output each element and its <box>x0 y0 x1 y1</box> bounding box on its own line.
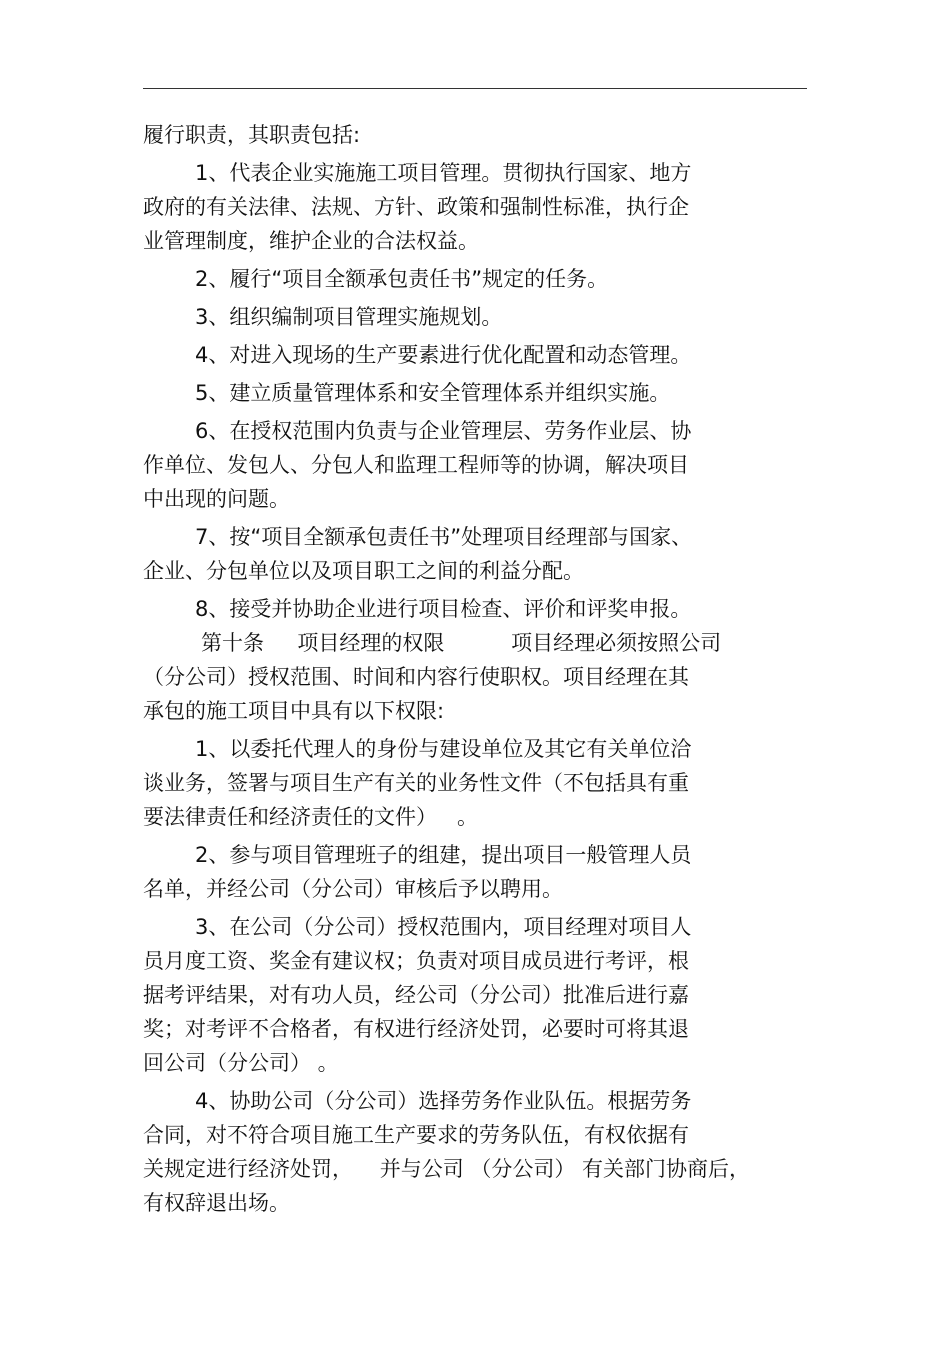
text-line: 5、建立质量管理体系和安全管理体系并组织实施。 <box>195 381 671 405</box>
text-line: 8、接受并协助企业进行项目检查、评价和评奖申报。 <box>195 597 692 621</box>
text-line: 中出现的问题。 <box>143 487 290 511</box>
text-line: 4、协助公司（分公司）选择劳务作业队伍。根据劳务 <box>195 1089 692 1113</box>
text-line: 6、在授权范围内负责与企业管理层、劳务作业层、协 <box>195 419 692 443</box>
text-line: 1、以委托代理人的身份与建设单位及其它有关单位洽 <box>195 737 692 761</box>
text-line: 作单位、发包人、分包人和监理工程师等的协调，解决项目 <box>143 453 689 477</box>
text-line: 回公司（分公司） 。 <box>143 1051 339 1075</box>
text-line: 1、代表企业实施施工项目管理。贯彻执行国家、地方 <box>195 161 692 185</box>
text-line: 7、按“项目全额承包责任书”处理项目经理部与国家、 <box>195 525 693 549</box>
text-line: 3、在公司（分公司）授权范围内，项目经理对项目人 <box>195 915 692 939</box>
text-line: 谈业务，签署与项目生产有关的业务性文件（不包括具有重 <box>143 771 689 795</box>
text-line: 3、组织编制项目管理实施规划。 <box>195 305 503 329</box>
text-line: 履行职责，其职责包括: <box>143 123 361 147</box>
text-line: 2、履行“项目全额承包责任书”规定的任务。 <box>195 267 609 291</box>
text-line: 政府的有关法律、法规、方针、政策和强制性标准，执行企 <box>143 195 689 219</box>
text-line: （分公司）授权范围、时间和内容行使职权。项目经理在其 <box>143 665 689 689</box>
text-line: 2、参与项目管理班子的组建，提出项目一般管理人员 <box>195 843 692 867</box>
text-line: 据考评结果，对有功人员，经公司（分公司）批准后进行嘉 <box>143 983 689 1007</box>
text-line: 名单，并经公司（分公司）审核后予以聘用。 <box>143 877 563 901</box>
text-line: 第十条 项目经理的权限 项目经理必须按照公司 <box>201 631 722 655</box>
text-line: 有权辞退出场。 <box>143 1191 290 1215</box>
text-line: 4、对进入现场的生产要素进行优化配置和动态管理。 <box>195 343 692 367</box>
header-rule <box>143 88 807 89</box>
text-line: 关规定进行经济处罚， 并与公司 （分公司） 有关部门协商后， <box>143 1157 751 1181</box>
text-line: 员月度工资、奖金有建议权；负责对项目成员进行考评，根 <box>143 949 689 973</box>
text-line: 承包的施工项目中具有以下权限: <box>143 699 445 723</box>
text-line: 企业、分包单位以及项目职工之间的利益分配。 <box>143 559 584 583</box>
text-line: 业管理制度，维护企业的合法权益。 <box>143 229 479 253</box>
text-line: 合同，对不符合项目施工生产要求的劳务队伍，有权依据有 <box>143 1123 689 1147</box>
document-body <box>143 118 793 1220</box>
text-line: 要法律责任和经济责任的文件） 。 <box>143 805 479 829</box>
text-line: 奖；对考评不合格者，有权进行经济处罚，必要时可将其退 <box>143 1017 689 1041</box>
